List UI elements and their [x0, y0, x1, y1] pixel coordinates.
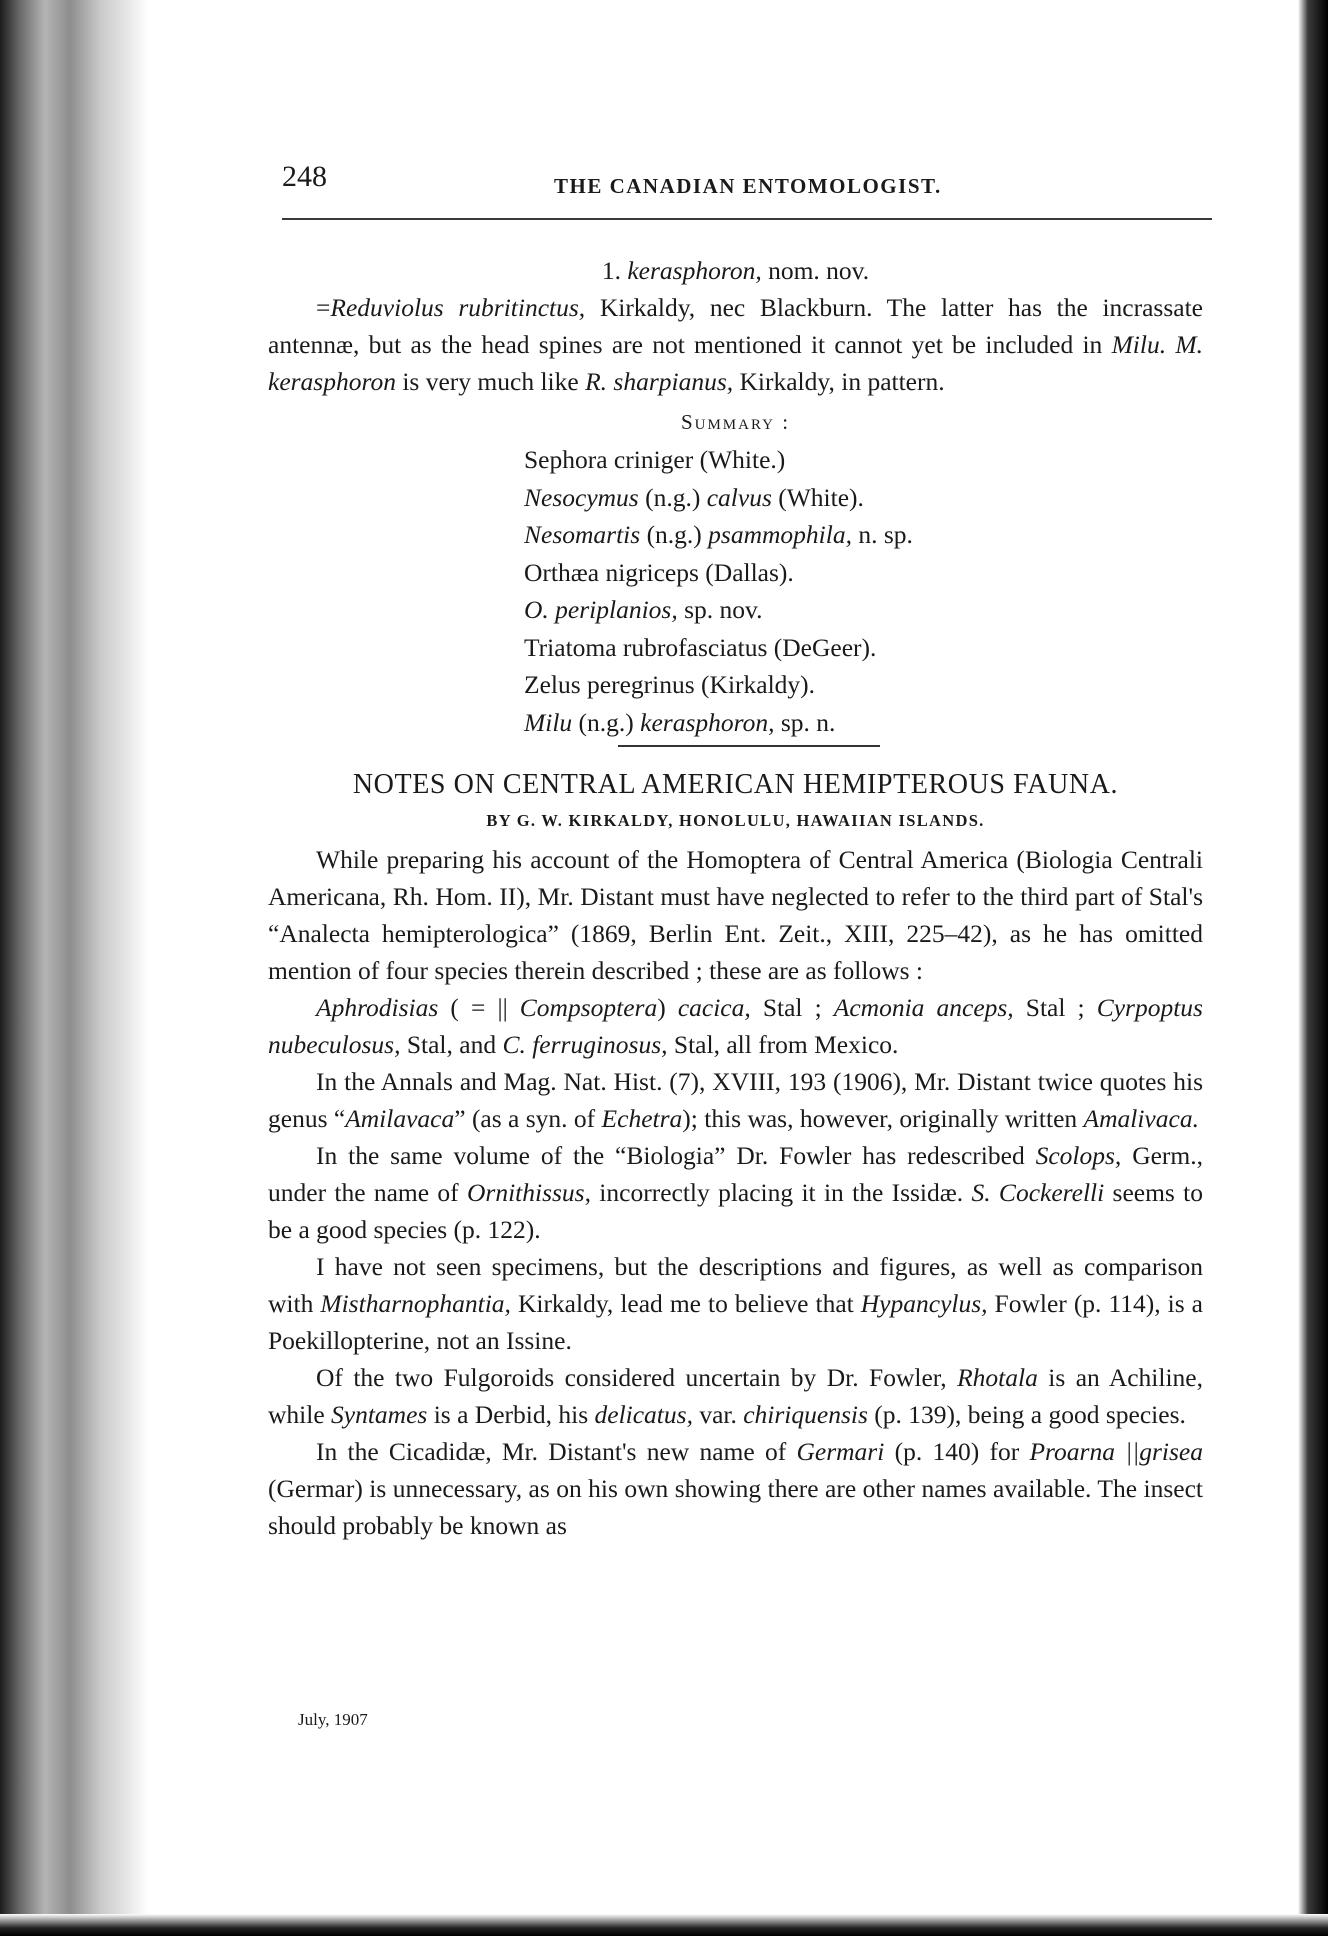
text-run: (n.g.)	[638, 482, 707, 512]
paragraph	[268, 1359, 1203, 1433]
taxon-name: M. kerasphoron	[268, 330, 1203, 396]
article-title: NOTES ON CENTRAL AMERICAN HEMIPTEROUS FAUNA.	[352, 769, 1119, 800]
text-run: (Germar) is unnecessary, as on his own showing there are other names available. The insect should probably be known as	[268, 1474, 1203, 1540]
text-run: )	[657, 993, 678, 1022]
taxon-name: Reduviolus rubritinctus,	[330, 293, 586, 322]
text-run	[1166, 330, 1175, 359]
text-run: Stal, all from Mexico.	[667, 1030, 899, 1059]
taxon-name: Nesocymus	[524, 482, 639, 512]
section-divider	[618, 745, 880, 747]
taxon-name: psammophila,	[708, 520, 852, 549]
text-run: Kirkaldy, nec Blackburn. The latter has the incrassate antennæ, but as the head spines are not mentioned it cannot yet be included in	[268, 293, 1203, 359]
text-run: ” (as a syn. of	[454, 1104, 602, 1133]
species-entry	[268, 252, 1203, 289]
paragraph	[268, 1433, 1203, 1544]
issue-date: July, 1907	[298, 1710, 368, 1729]
page-header	[282, 160, 1212, 210]
paragraph: While preparing his account of the Homoptera of Central America (Biologia Centrali Americana, Rh. Hom. II), Mr. Distant must have neglected to refer to the third part of Stal's “Analecta hemipterologica” (1869, Berlin Ent. Zeit., XIII, 225–42), as he has omitted mention of four species therein described ; these are as follows :	[268, 845, 1203, 985]
summary-item	[524, 554, 1203, 592]
text-run: In the same volume of the “Biologia” Dr. Fowler has redescribed	[316, 1141, 1036, 1170]
text-run: (n.g.)	[572, 707, 641, 737]
text-run: seems to be a good species (p. 122).	[268, 1178, 1204, 1244]
summary-item	[524, 704, 1203, 742]
taxon-name: delicatus,	[594, 1400, 693, 1429]
taxon-name: O. periplanios,	[524, 595, 678, 624]
taxon-name: chiriquensis	[743, 1400, 868, 1429]
text-run: n. sp.	[851, 520, 913, 549]
species-number: 1.	[601, 256, 621, 285]
text-run: Triatoma rubrofasciatus (DeGeer).	[524, 632, 877, 662]
text-run: Orthæa nigriceps (Dallas).	[524, 557, 794, 587]
text-run: sp. n.	[774, 707, 836, 737]
taxon-name: Compsoptera	[519, 993, 658, 1022]
text-run: =	[316, 293, 331, 322]
taxon-name: Acmonia anceps,	[833, 993, 1014, 1022]
species-status: nom. nov.	[761, 256, 870, 285]
summary-item	[524, 629, 1203, 667]
page-body	[268, 252, 1203, 1544]
text-run: (p. 140) for	[884, 1437, 1030, 1466]
page-number: 248	[282, 160, 327, 193]
taxon-name: Syntames	[331, 1400, 428, 1429]
taxon-name: calvus	[706, 482, 772, 512]
text-run: ); this was, however, originally written	[682, 1104, 1084, 1133]
text-run: ( = ||	[438, 993, 520, 1022]
taxon-name: Nesomartis	[524, 520, 641, 549]
text-run: is very much like	[395, 367, 586, 396]
taxon-name: Amilavaca	[345, 1104, 455, 1133]
text-run: In the Annals and Mag. Nat. Hist. (7), XVIII, 193 (1906), Mr. Distant twice quotes his genus “	[268, 1067, 1203, 1133]
text-run: sp. nov.	[677, 595, 763, 624]
summary-item	[524, 666, 1203, 704]
text-run: var.	[692, 1400, 744, 1429]
header-rule	[282, 218, 1212, 220]
summary-item	[524, 441, 1203, 479]
paragraph	[268, 989, 1203, 1063]
text-run: Of the two Fulgoroids considered uncertain by Dr. Fowler,	[316, 1363, 958, 1392]
text-run: Stal ;	[1013, 993, 1097, 1022]
summary-item	[524, 516, 1203, 554]
text-run: Stal ;	[750, 993, 834, 1022]
taxon-name: S. Cockerelli	[971, 1178, 1105, 1207]
text-run: Kirkaldy, lead me to believe that	[510, 1289, 861, 1318]
taxon-name: Echetra	[601, 1104, 683, 1133]
summary-heading: Summary :	[680, 410, 791, 434]
taxon-name: Rhotala	[957, 1363, 1038, 1392]
taxon-name: kerasphoron,	[640, 707, 775, 737]
taxon-name: C. ferruginosus,	[502, 1030, 668, 1059]
text-run: Stal, and	[400, 1030, 503, 1059]
taxon-name: Mistharnophantia,	[320, 1289, 511, 1318]
text-run: In the Cicadidæ, Mr. Distant's new name of	[316, 1437, 797, 1466]
taxon-name: Milu.	[1111, 330, 1167, 359]
taxon-name: Germari	[796, 1437, 885, 1466]
taxon-name: Scolops,	[1035, 1141, 1122, 1170]
text-run: Fowler (p. 114), is a Poekillopterine, not an Issine.	[268, 1289, 1203, 1355]
text-run: incorrectly placing it in the Issidæ.	[590, 1178, 972, 1207]
taxon-name: Cyrpoptus nubeculosus,	[268, 993, 1203, 1059]
summary-list	[524, 441, 1203, 741]
text-run: I have not seen specimens, but the descriptions and figures, as well as comparison with	[268, 1252, 1203, 1318]
text-run: (p. 139), being a good species.	[867, 1400, 1186, 1429]
taxon-name: Aphrodisias	[316, 993, 439, 1022]
article-byline: BY G. W. KIRKALDY, HONOLULU, HAWAIIAN ISLANDS.	[486, 811, 985, 830]
taxon-name: Ornithissus,	[466, 1178, 591, 1207]
paragraph	[268, 1248, 1203, 1359]
text-run: Zelus peregrinus (Kirkaldy).	[524, 670, 816, 699]
taxon-name: R. sharpianus,	[585, 367, 734, 396]
text-run: Kirkaldy, in pattern.	[733, 367, 945, 396]
taxon-name: Proarna ||grisea	[1029, 1437, 1203, 1466]
text-run: Sephora criniger (White.)	[524, 445, 786, 474]
text-run: Germ., under the name of	[268, 1141, 1204, 1207]
paragraph	[268, 1063, 1203, 1137]
text-run: (White).	[771, 482, 864, 512]
running-title: THE CANADIAN ENTOMOLOGIST.	[554, 174, 942, 198]
taxon-name: Hypancylus,	[860, 1289, 988, 1318]
taxon-name: Amalivaca.	[1083, 1104, 1199, 1133]
text-run: is an Achiline, while	[268, 1363, 1203, 1429]
text-run: (n.g.)	[640, 520, 709, 549]
taxon-name: cacica,	[677, 993, 751, 1022]
species-name: kerasphoron,	[627, 256, 762, 285]
text-run: is a Derbid, his	[427, 1400, 595, 1429]
taxon-name: Milu	[524, 707, 573, 737]
synonymy-paragraph	[268, 289, 1203, 400]
paragraph	[268, 1137, 1203, 1248]
summary-item	[524, 479, 1203, 517]
summary-item	[524, 591, 1203, 629]
